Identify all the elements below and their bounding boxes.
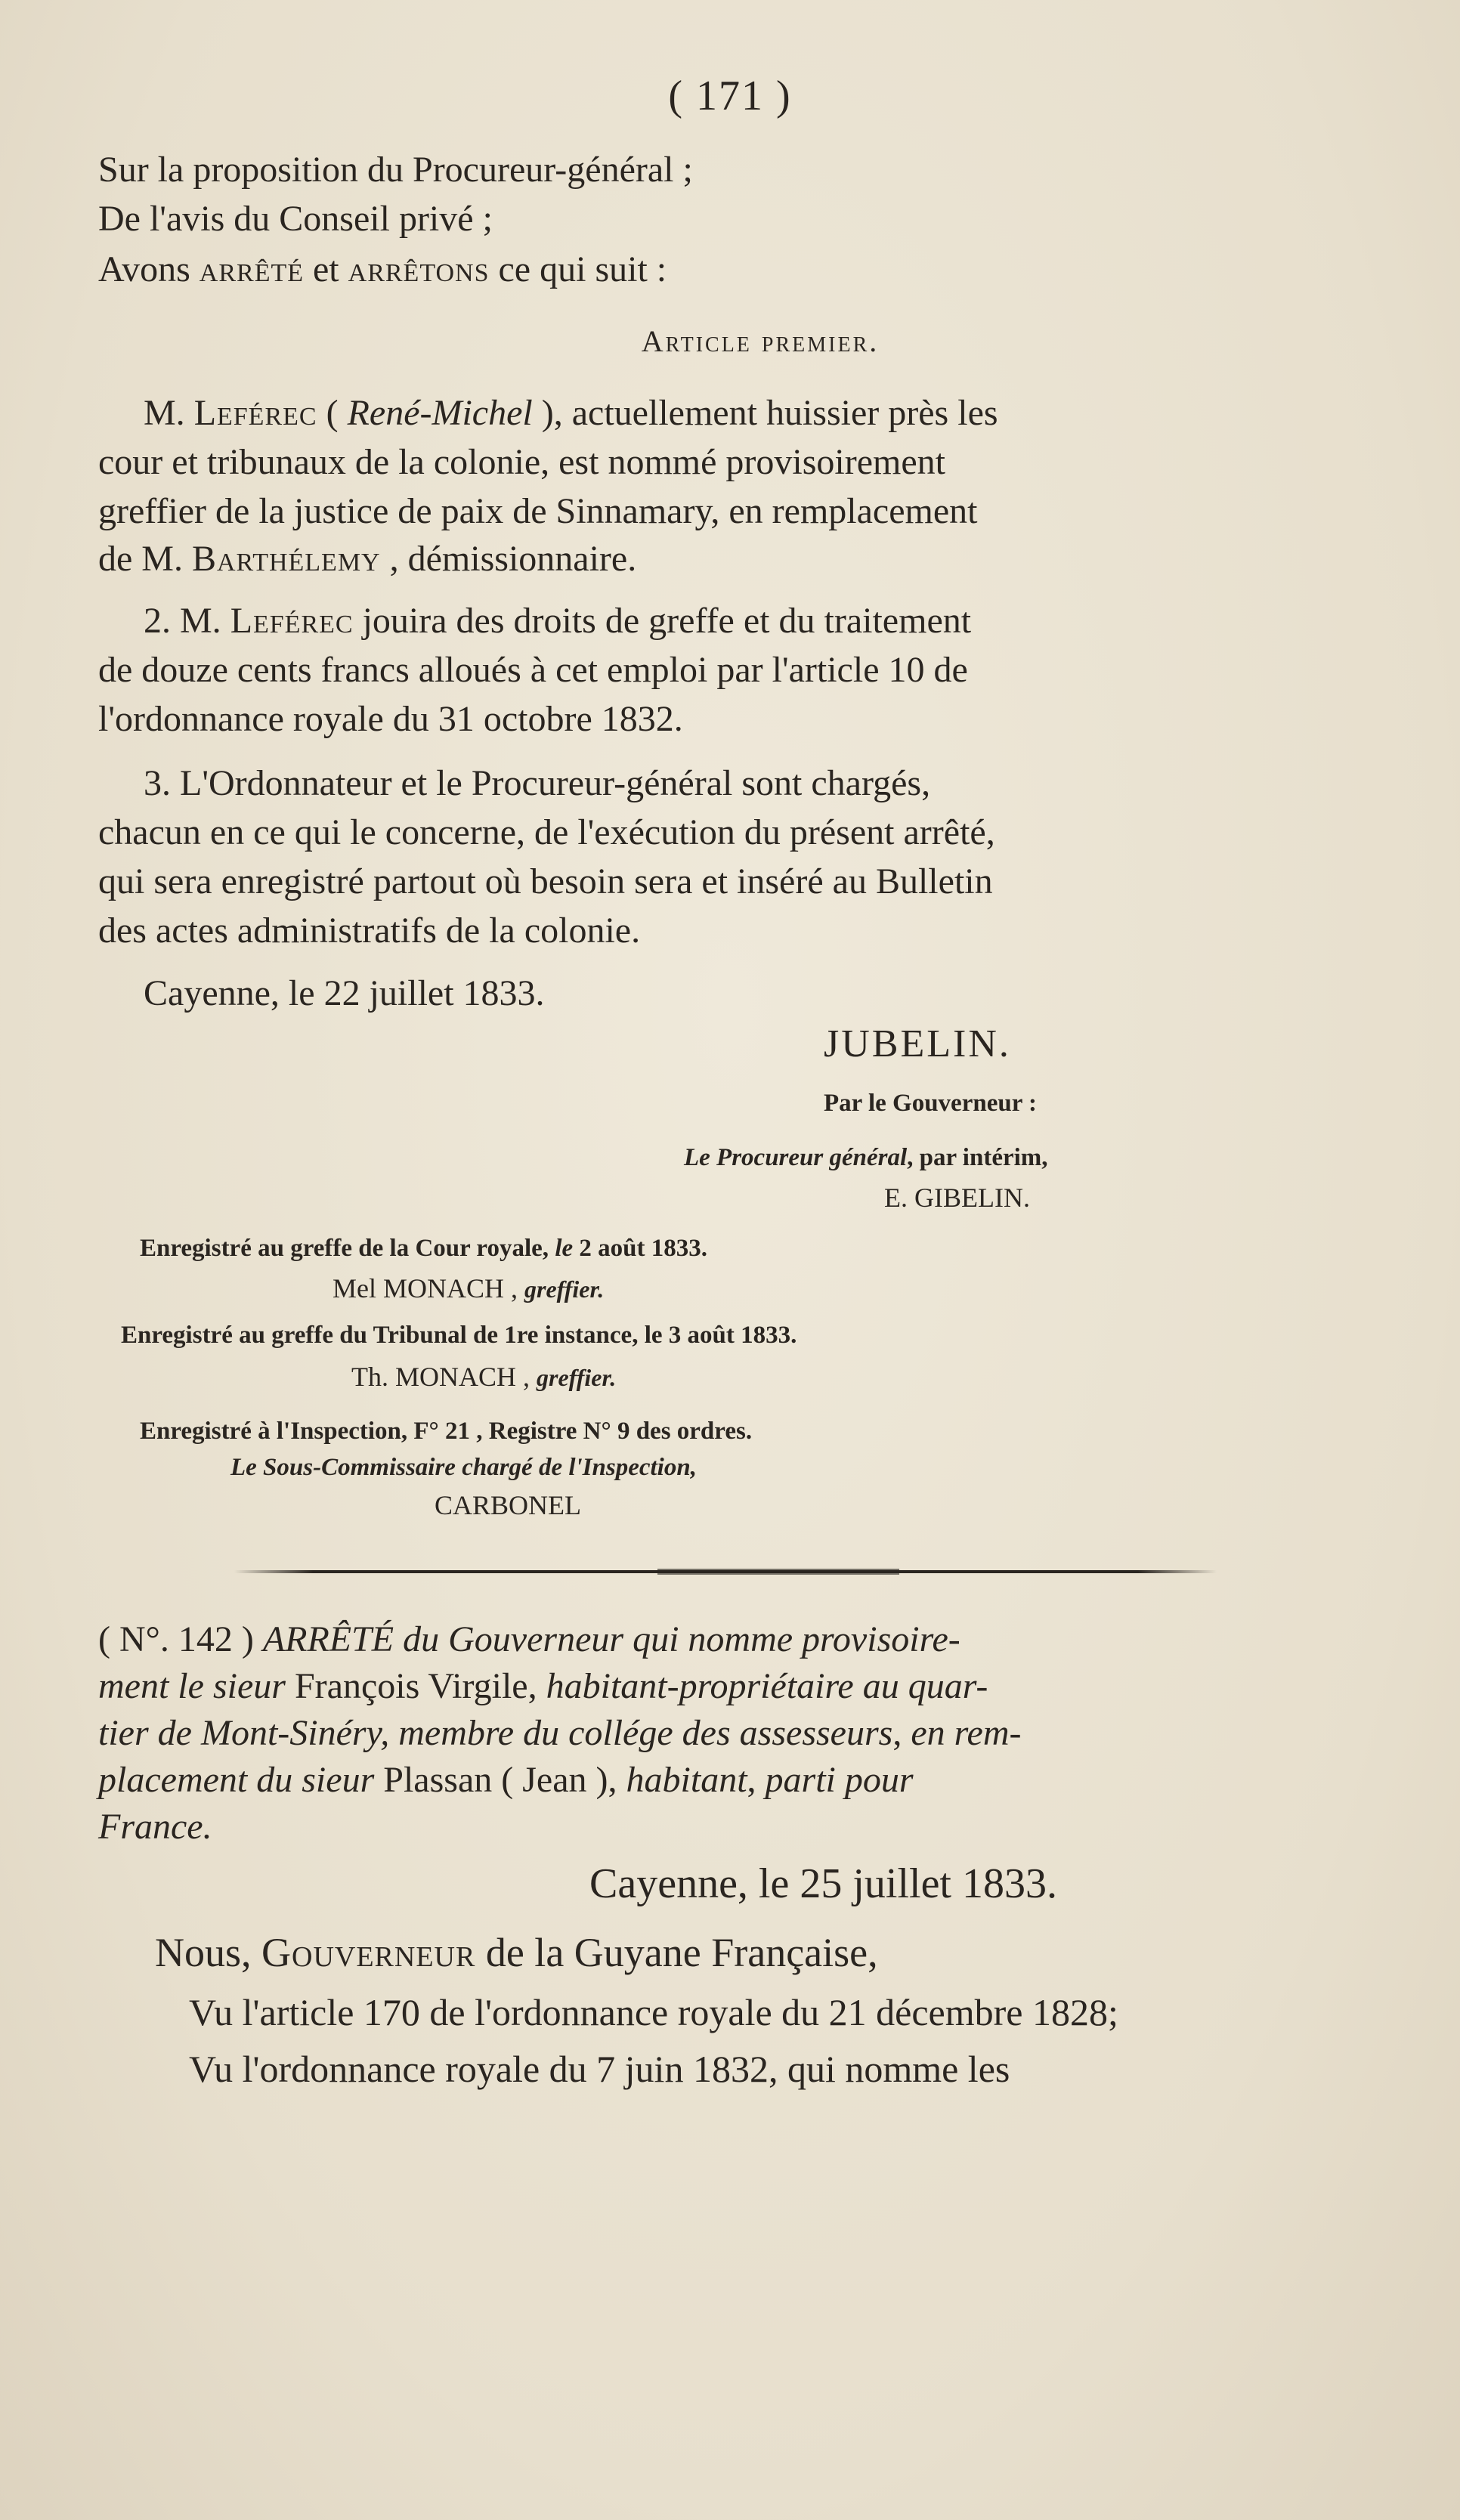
text-line: qui sera enregistré partout où besoin sera et inséré au Bulletin (98, 861, 993, 901)
text-line: des actes administratifs de la colonie. (98, 911, 641, 951)
text-line: chacun en ce qui le concerne, de l'exécution du présent arrêté, (98, 812, 995, 852)
text-fragment: Nous, (155, 1930, 262, 1975)
text-line (98, 246, 1338, 294)
text-fragment: arrêté (199, 249, 304, 289)
text-line: Vu l'ordonnance royale du 7 juin 1832, qui nomme les (189, 2048, 1010, 2090)
carbonel-name: CARBONEL (435, 1490, 582, 1520)
text-fragment: Gouverneur (261, 1930, 476, 1975)
procureur-line (684, 1141, 1364, 1174)
decree-title-line: France. (98, 1807, 212, 1847)
text-line (144, 597, 1383, 645)
text-fragment: et (304, 249, 348, 289)
decree-title-line (98, 1709, 1338, 1758)
text-line: De l'avis du Conseil privé ; (98, 199, 493, 239)
text-fragment: jouira des droits de greffe et du traitement (353, 601, 972, 641)
text-fragment: Barthélemy (191, 539, 381, 579)
decree-title-line (98, 1662, 1338, 1711)
text-line: l'ordonnance royale du 31 octobre 1832. (98, 699, 683, 739)
text-line: de douze cents francs alloués à cet emploi par l'article 10 de (98, 650, 968, 690)
text-line: Vu l'article 170 de l'ordonnance royale du 21 décembre 1828; (189, 1991, 1118, 2033)
registration-line (140, 1232, 1379, 1265)
text-fragment: habitant-propriétaire au quar- (546, 1666, 988, 1706)
article-heading: Article premier. (641, 324, 880, 358)
text-fragment: Avons (98, 249, 200, 289)
registration-signature (333, 1272, 1460, 1306)
text-fragment: ce qui suit : (489, 249, 667, 289)
text-fragment: , par intérim, (907, 1144, 1048, 1171)
text-fragment: 2. M. (144, 601, 230, 641)
text-fragment: Leférec (230, 601, 354, 641)
text-line: 3. L'Ordonnateur et le Procureur-général sont chargés, (144, 763, 931, 803)
text-fragment: de M. (98, 539, 192, 579)
text-fragment: arrêtons (348, 249, 490, 289)
text-fragment: Th. MONACH , (351, 1362, 537, 1392)
text-fragment: Le Procureur général (684, 1144, 908, 1171)
date-line: Cayenne, le 25 juillet 1833. (589, 1860, 1057, 1907)
text-fragment: tier de Mont-Sinéry, membre du collége des assesseurs (98, 1713, 893, 1753)
text-fragment: , (892, 1713, 911, 1753)
text-fragment: ( N°. 142 ) (98, 1619, 263, 1659)
text-fragment: ( (317, 393, 348, 433)
text-line: greffier de la justice de paix de Sinnamary, en remplacement (98, 491, 978, 531)
text-fragment: greffier. (537, 1364, 617, 1391)
text-fragment: Leférec (193, 393, 317, 433)
text-fragment: 2 août 1833. (573, 1235, 707, 1262)
text-fragment: Mel MONACH , (333, 1273, 525, 1303)
text-fragment: greffier. (524, 1275, 605, 1303)
text-line: cour et tribunaux de la colonie, est nommé provisoirement (98, 442, 946, 482)
text-fragment: de la Guyane Française, (475, 1930, 878, 1975)
text-fragment: parti pour (765, 1760, 914, 1800)
registration-line: Enregistré au greffe du Tribunal de 1re instance, le 3 août 1833. (121, 1322, 797, 1349)
text-fragment: , (747, 1760, 766, 1800)
par-le-gouverneur: Par le Gouverneur : (824, 1090, 1037, 1117)
text-fragment: Plassan ( Jean ), (383, 1760, 626, 1800)
text-fragment: , démissionnaire. (380, 539, 637, 579)
text-line (144, 389, 1383, 438)
registration-signature (351, 1360, 1460, 1394)
text-fragment: habitant (626, 1760, 747, 1800)
date-line: Cayenne, le 22 juillet 1833. (144, 973, 545, 1013)
decree-title-line (98, 1756, 1338, 1804)
signature: JUBELIN. (824, 1022, 1011, 1065)
text-fragment: Enregistré au greffe de la Cour royale, (140, 1235, 555, 1262)
page-number: ( 171 ) (668, 73, 792, 119)
text-fragment: ment le sieur (98, 1666, 295, 1706)
registration-line: Enregistré à l'Inspection, F° 21 , Registre N° 9 des ordres. (140, 1418, 753, 1445)
section-divider (234, 1570, 1217, 1573)
text-line (155, 1925, 1394, 1980)
registration-line: Le Sous-Commissaire chargé de l'Inspection, (230, 1454, 697, 1481)
text-fragment: François Virgile, (294, 1666, 546, 1706)
text-fragment: M. (144, 393, 194, 433)
text-fragment: René-Michel (347, 393, 533, 433)
decree-title-line (98, 1616, 1338, 1664)
text-fragment: en rem- (911, 1713, 1022, 1753)
text-line (98, 535, 1338, 583)
text-fragment: placement du sieur (98, 1760, 384, 1800)
text-line: Sur la proposition du Procureur-général ; (98, 150, 693, 190)
gibelin-name: E. GIBELIN. (884, 1183, 1030, 1213)
text-fragment: ARRÊTÉ du Gouverneur qui nomme provisoire- (262, 1619, 960, 1659)
text-fragment: le (555, 1235, 574, 1262)
text-fragment: ), actuellement huissier près les (532, 393, 998, 433)
